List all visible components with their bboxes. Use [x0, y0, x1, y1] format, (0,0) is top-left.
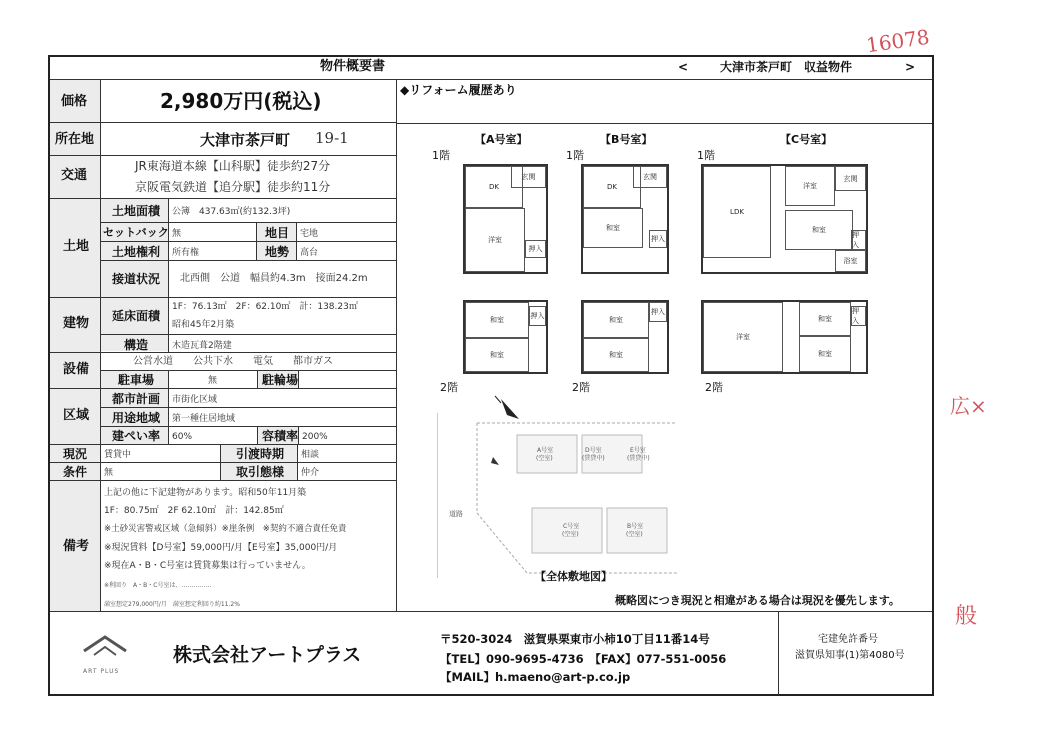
- transport-line-2: 京阪電気鉄道【追分駅】徒歩約11分: [135, 180, 331, 194]
- room-a-western-room: 洋室: [465, 208, 525, 272]
- site-room-d-status: (賃貸中): [582, 455, 605, 462]
- panel-divider: [396, 123, 932, 124]
- site-plan-outline: [437, 413, 677, 583]
- site-room-b: B号室: [627, 523, 644, 530]
- room-b-title: 【B号室】: [600, 133, 653, 146]
- chimoku-label: 地目: [265, 226, 290, 240]
- room-b-floor-2-label: 2階: [572, 381, 590, 394]
- company-tel-fax: 【TEL】090-9695-4736 【FAX】077-551-0056: [440, 652, 727, 666]
- room-a-floor-2-label: 2階: [440, 381, 458, 394]
- remarks-line-6: ※利回り A・B・C号室は、……………: [104, 582, 212, 589]
- city-plan-value: 市街化区域: [172, 395, 218, 405]
- room-b-dk: DK: [583, 166, 641, 208]
- room-b-closet: 押入: [649, 230, 667, 248]
- status-value: 賃貸中: [104, 450, 132, 460]
- row-divider: [50, 480, 396, 481]
- room-a-floor-1-plan: [463, 164, 548, 274]
- room-a-2f-closet: 押入: [529, 306, 546, 326]
- site-room-e: E号室: [630, 447, 646, 454]
- site-road-label: 道路: [449, 510, 463, 518]
- facilities-section-label: 設備: [63, 362, 90, 377]
- land-section-label: 土地: [63, 239, 90, 254]
- land-area-label: 土地面積: [112, 204, 161, 218]
- col-divider: [168, 388, 169, 444]
- room-a-title: 【A号室】: [475, 133, 528, 146]
- room-c-2f-western-room: 洋室: [703, 302, 783, 372]
- built-date-value: 昭和45年2月築: [172, 320, 235, 330]
- parking-label: 駐車場: [118, 373, 155, 387]
- floor-area-ratio-value: 200%: [302, 432, 328, 442]
- handwritten-number: 16078: [864, 24, 931, 58]
- remarks-label: 備考: [63, 539, 90, 554]
- company-address: 〒520-3024 滋賀県栗東市小柿10丁目11番14号: [440, 632, 710, 646]
- transaction-type-label: 取引態様: [236, 465, 285, 479]
- room-b-2f-japanese-room-2: 和室: [583, 338, 649, 372]
- land-area-value: 公簿 437.63㎡(約132.3坪): [172, 207, 291, 217]
- room-c-entrance: 玄関: [835, 166, 866, 191]
- floor-area-ratio-label: 容積率: [262, 429, 299, 443]
- land-rights-value: 所有権: [172, 248, 200, 258]
- price-label: 価格: [61, 94, 88, 109]
- room-c-bath: 浴室: [835, 250, 866, 272]
- reform-history: ◆リフォーム履歴あり: [400, 83, 517, 97]
- company-logo-text: ART PLUS: [83, 668, 120, 675]
- company-logo-icon: [80, 633, 130, 665]
- handwritten-address-note: 19-1: [315, 129, 349, 147]
- setback-label: セットバック: [103, 226, 169, 239]
- nav-prev: <: [678, 60, 689, 74]
- company-name: 株式会社アートプラス: [173, 644, 362, 666]
- transport-label: 交通: [61, 168, 88, 183]
- room-a-2f-japanese-room-2: 和室: [465, 338, 529, 372]
- transaction-type-value: 仲介: [301, 468, 320, 478]
- license-number: 滋賀県知事(1)第4080号: [795, 650, 905, 661]
- room-a-entrance: 玄関: [511, 166, 546, 188]
- table-right-border: [396, 79, 397, 611]
- room-c-floor-1-plan: [701, 164, 868, 274]
- structure-label: 構造: [124, 338, 149, 352]
- room-c-floor-2-label: 2階: [705, 381, 723, 394]
- remarks-line-1: 上記の他に下記建物があります。昭和50年11月築: [104, 488, 307, 498]
- site-room-c: C号室: [563, 523, 580, 530]
- coverage-ratio-label: 建ぺい率: [112, 429, 161, 443]
- setback-value: 無: [172, 229, 182, 239]
- handover-label: 引渡時期: [236, 447, 285, 461]
- zone-section-label: 区域: [63, 408, 90, 423]
- use-district-value: 第一種住居地域: [172, 414, 236, 424]
- parking-value: 無: [208, 376, 218, 386]
- road-access-value: 北西側 公道 幅員約4.3m 接面24.2m: [180, 273, 368, 284]
- document-title: 物件概要書: [320, 59, 386, 74]
- structure-value: 木造瓦葺2階建: [172, 341, 232, 351]
- site-room-a-status: (空室): [536, 455, 553, 462]
- room-c-title: 【C号室】: [780, 133, 833, 146]
- room-a-dk: DK: [465, 166, 523, 208]
- conditions-label: 条件: [63, 465, 88, 479]
- remarks-line-5: ※現在A・B・C号室は賃貸募集は行っていません。: [104, 561, 311, 571]
- label-column-shade: [50, 80, 100, 611]
- row-divider: [100, 407, 396, 408]
- floor-area-label: 延床面積: [112, 309, 161, 323]
- col-divider: [168, 370, 169, 388]
- city-plan-label: 都市計画: [112, 392, 161, 406]
- room-c-floor-1-label: 1階: [697, 149, 715, 162]
- price-value: 2,980万円(税込): [160, 89, 322, 113]
- nav-next: >: [905, 60, 916, 74]
- land-rights-label: 土地権利: [112, 245, 161, 259]
- col-divider: [168, 198, 169, 298]
- location-label: 所在地: [55, 132, 95, 147]
- site-plan-title: 【全体敷地図】: [535, 570, 612, 583]
- room-b-2f-japanese-room-1: 和室: [583, 302, 649, 338]
- remarks-line-4: ※現況賃料【D号室】59,000円/月【E号室】35,000円/月: [104, 543, 338, 553]
- status-label: 現況: [63, 447, 88, 461]
- handover-value: 相談: [301, 450, 320, 460]
- room-b-entrance: 玄関: [633, 166, 667, 188]
- room-c-western-room: 洋室: [785, 166, 835, 206]
- col-divider: [168, 297, 169, 352]
- coverage-ratio-value: 60%: [172, 432, 193, 442]
- row-divider: [100, 260, 396, 261]
- floor-area-value: 1F：76.13㎡ 2F：62.10㎡ 計：138.23㎡: [172, 302, 358, 312]
- room-a-floor-1-label: 1階: [432, 149, 450, 162]
- room-b-floor-1-label: 1階: [566, 149, 584, 162]
- site-plan: [437, 413, 677, 583]
- room-b-floor-1-plan: [581, 164, 669, 274]
- building-section-label: 建物: [63, 316, 90, 331]
- room-b-japanese-room: 和室: [583, 208, 643, 248]
- transport-line-1: JR東海道本線【山科駅】徒歩約27分: [135, 159, 331, 173]
- facilities-items: 公営水道 公共下水 電気 都市ガス: [133, 356, 333, 367]
- room-c-closet: 押入: [851, 230, 866, 250]
- room-a-floor-2-plan: [463, 300, 548, 374]
- col-divider: [257, 426, 258, 444]
- company-email[interactable]: 【MAIL】h.maeno@art-p.co.jp: [440, 670, 631, 684]
- row-divider: [50, 122, 396, 123]
- remarks-line-7: 満室想定279,000円/月 満室想定利回り約11.2%: [104, 601, 240, 608]
- discrepancy-notice: 概略図につき現況と相違がある場合は現況を優先します。: [615, 594, 900, 607]
- row-divider: [100, 222, 396, 223]
- road-access-label: 接道状況: [112, 272, 161, 286]
- chimoku-value: 宅地: [300, 229, 319, 239]
- row-divider: [100, 241, 396, 242]
- remarks-line-2: 1F：80.75㎡ 2F 62.10㎡ 計：142.85㎡: [104, 506, 284, 516]
- room-a-closet: 押入: [525, 240, 546, 258]
- bike-parking-label: 駐輪場: [262, 373, 299, 387]
- room-b-2f-closet: 押入: [649, 302, 667, 322]
- col-divider: [257, 370, 258, 388]
- site-room-c-status: (空室): [562, 531, 579, 538]
- handwritten-note-general: 般: [955, 604, 978, 629]
- chisei-value: 高台: [300, 248, 319, 258]
- conditions-value: 無: [104, 468, 114, 478]
- room-c-2f-japanese-room-1: 和室: [799, 302, 851, 336]
- row-divider: [50, 352, 396, 353]
- site-room-a: A号室: [537, 447, 554, 454]
- location-value: 大津市茶戸町: [200, 131, 291, 149]
- property-header: 大津市茶戸町 収益物件: [720, 60, 853, 74]
- col-divider: [298, 370, 299, 388]
- room-c-ldk: LDK: [703, 166, 771, 258]
- site-room-e-status: (賃貸中): [627, 455, 650, 462]
- handwritten-note-ad: 広×: [950, 394, 987, 418]
- col-divider: [298, 426, 299, 444]
- row-divider: [50, 155, 396, 156]
- chisei-label: 地勢: [265, 245, 290, 259]
- site-room-d: D号室: [585, 447, 602, 454]
- use-district-label: 用途地域: [112, 411, 161, 425]
- room-c-2f-japanese-room-2: 和室: [799, 336, 851, 372]
- license-label: 宅建免許番号: [818, 634, 878, 645]
- row-divider: [100, 426, 396, 427]
- row-divider: [100, 334, 396, 335]
- room-b-floor-2-plan: [581, 300, 669, 374]
- footer-divider: [778, 611, 779, 695]
- site-room-b-status: (空室): [626, 531, 643, 538]
- room-c-floor-2-plan: [701, 300, 868, 374]
- remarks-line-3: ※土砂災害警戒区域（急傾斜）※崖条例 ※契約不適合責任免責: [104, 524, 347, 534]
- header-divider: [50, 79, 932, 80]
- room-c-2f-closet: 押入: [851, 306, 866, 326]
- room-a-2f-japanese-room-1: 和室: [465, 302, 529, 338]
- room-c-japanese-room: 和室: [785, 210, 853, 250]
